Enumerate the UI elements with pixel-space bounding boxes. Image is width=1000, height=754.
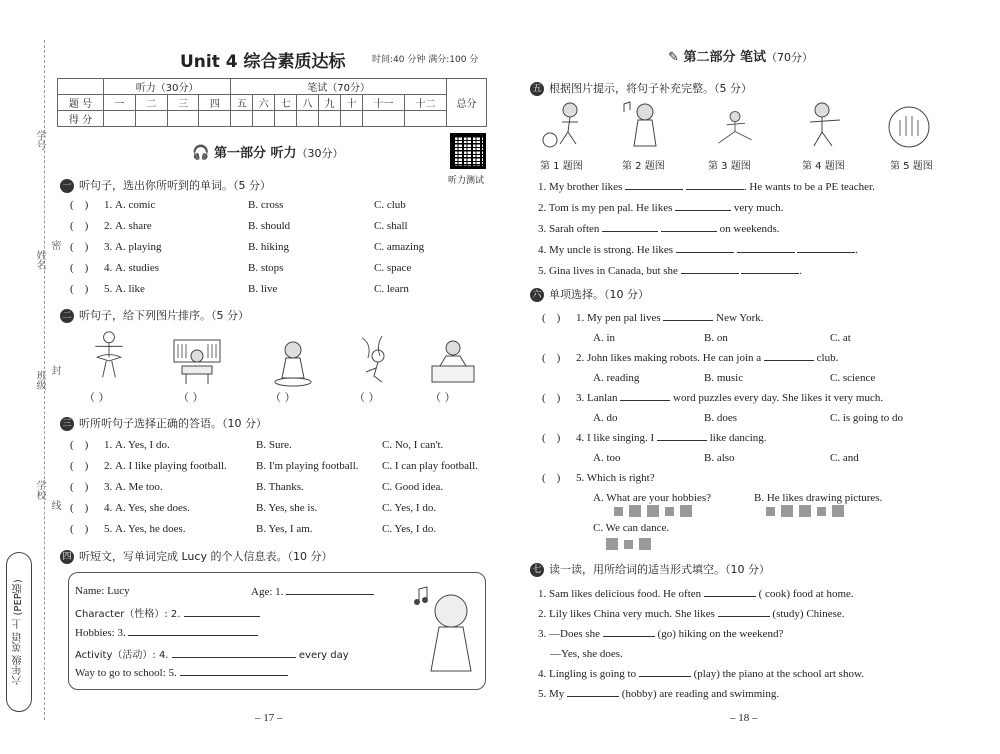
list-item: —Yes, she does. <box>550 648 623 660</box>
morse-boxes-a <box>614 505 698 517</box>
girl-painting-picture <box>268 338 318 388</box>
section-2-title: 二 听句子，给下列图片排序。（5 分） <box>60 307 249 323</box>
list-item: 3. Sarah often on weekends. <box>538 223 780 235</box>
question-number-label: 题 号 <box>58 95 104 111</box>
section-6-title: 六 单项选择。（10 分） <box>530 286 649 302</box>
girl-singing-picture <box>620 100 670 150</box>
reading-library-picture <box>172 336 222 386</box>
binding-spine <box>0 0 60 754</box>
list-item: 5. My (hobby) are reading and swimming. <box>538 688 780 700</box>
character-field: Character（性格）: 2. <box>75 605 260 620</box>
section-7-lines <box>538 584 998 704</box>
school-label: 学校 <box>34 480 45 500</box>
section-3-title: 三 听所听句子选择正确的答语。（10 分） <box>60 415 267 431</box>
total-header: 总分 <box>447 79 487 127</box>
left-page: 学号 姓名 密 班级 封 学校 线 六年级 英语 上 (PEP版) Unit 4 综合素质达标 时间:40 分钟 满分:100 分 听力（30分） 笔试（70分） 总分 题 号 一 二 三 四 五 六 七 八 九 十 十一 十二 得 分 🎧 第一部分 听力（30分） 听力测试 一 听句子，选出你所听到的单词。（5 分） ( ) 1. A. comic B. cross C. club ( ) 2. A. share B. should C. shall ( ) 3. A. playing B. hiking C. amazing ( ) 4. A. studies B. stops C. space ( ) 5. A. like B. live C. learn 二 听句子，给下列图片排序。（5 分） （ ） （ ） （ ） （ ） （ ） 三 听所听句子选择正确的答语。（10 分） ( ) 1. A. Yes, I do. B. Sure. C. No, I can't. ( ) 2. A. I like playing football. B. I'm playing football. C. I can play football. ( ) 3. A. Me too. B. Thanks. C. Good idea. ( ) 4. A. Yes, she does. B. Yes, she is. C. Yes, I do. ( ) 5. A. Yes, he does. B. Yes, I am. C. Yes, I do. 四 听短文，写单词完成 Lucy 的个人信息表。（10 分） Name: Lucy Age: 1. Character（性格）: 2. Hobbies: 3. Activity（活动）: 4. every day Way to go to school: 5. – 17 – <box>0 0 500 754</box>
qr-label: 听力测试 <box>448 176 485 186</box>
lucy-info-box <box>68 572 486 690</box>
list-item: ( ) 5. Which is right? <box>542 472 655 484</box>
seal-mark: 封 <box>49 365 60 375</box>
list-item: ( ) 2. A. share B. should C. shall <box>70 220 408 232</box>
list-item: 4. My uncle is strong. He likes . <box>538 244 859 256</box>
listening-header: 听力（30分） <box>104 79 231 95</box>
list-item: ( ) 1. A. Yes, I do. B. Sure. C. No, I can't. <box>70 439 444 451</box>
list-item: ( ) 5. A. like B. live C. learn <box>70 283 409 295</box>
time-score-meta: 时间:40 分钟 满分:100 分 <box>372 55 479 65</box>
way-to-school-field: Way to go to school: 5. <box>75 666 288 679</box>
girl-singing-icon <box>413 581 479 681</box>
boy-martial-arts-picture <box>800 100 850 150</box>
seal-mark: 线 <box>49 500 60 510</box>
list-item: ( ) 3. A. playing B. hiking C. amazing <box>70 241 425 253</box>
section-7-title: 七 读一读，用所给词的适当形式填空。（10 分） <box>530 561 770 577</box>
list-item: 2. Tom is my pen pal. He likes very much. <box>538 202 784 214</box>
boy-football-picture <box>540 100 590 150</box>
list-item: ( ) 2. John likes making robots. He can join a club. <box>542 352 839 364</box>
page-number: – 18 – <box>730 712 758 724</box>
activity-field: Activity（活动）: 4. every day <box>75 650 349 661</box>
list-item: 2. Lily likes China very much. She likes (study) Chinese. <box>538 608 845 620</box>
page-number: – 17 – <box>255 712 283 724</box>
section-4-title: 四 听短文，写单词完成 Lucy 的个人信息表。（10 分） <box>60 548 332 564</box>
list-item: ( ) 1. My pen pal lives New York. <box>542 312 764 324</box>
list-item: ( ) 2. A. I like playing football. B. I'm playing football. C. I can play football. <box>70 460 478 472</box>
qr-code-icon[interactable] <box>450 133 486 169</box>
list-item: 3. —Does she (go) hiking on the weekend? <box>538 628 784 640</box>
option-c: C. We can dance. <box>593 522 670 534</box>
class-label: 班级 <box>34 370 45 390</box>
book-label: 六年级 英语 上 (PEP版) <box>6 552 32 712</box>
section-1-list <box>70 199 490 304</box>
score-label: 得 分 <box>58 111 104 127</box>
boy-hiking-picture <box>352 334 402 384</box>
page-title: Unit 4 综合素质达标 <box>180 52 346 72</box>
morse-boxes-c <box>606 538 657 550</box>
cooking-pot-picture <box>884 102 934 152</box>
list-item: 1. Sam likes delicious food. He often ( cook) food at home. <box>538 588 854 600</box>
section-1-title: 一 听句子，选出你所听到的单词。（5 分） <box>60 177 271 193</box>
ballet-dancer-picture <box>84 330 134 380</box>
part2-heading: ✎ 第二部分 笔试（70分） <box>668 50 813 65</box>
part1-heading: 🎧 第一部分 听力（30分） <box>192 145 344 161</box>
list-item: 1. My brother likes . He wants to be a PE teacher. <box>538 181 875 193</box>
girl-dancing-picture <box>710 104 760 154</box>
section-5-title: 五 根据图片提示，将句子补充完整。（5 分） <box>530 80 752 96</box>
score-table: 听力（30分） 笔试（70分） 总分 题 号 一 二 三 四 五 六 七 八 九 十 十一 十二 得 分 <box>57 78 487 127</box>
list-item: ( ) 4. I like singing. I like dancing. <box>542 432 767 444</box>
list-item: ( ) 5. A. Yes, he does. B. Yes, I am. C. Yes, I do. <box>70 523 437 535</box>
list-item: ( ) 1. A. comic B. cross C. club <box>70 199 406 211</box>
pen-icon: ✎ <box>668 50 679 65</box>
seal-mark: 密 <box>49 240 60 250</box>
headphone-icon: 🎧 <box>192 145 210 161</box>
boy-drawing-picture <box>428 336 478 386</box>
list-item: 5. Gina lives in Canada, but she . <box>538 265 803 277</box>
list-item: ( ) 4. A. studies B. stops C. space <box>70 262 412 274</box>
name-label: 姓名 <box>34 250 45 270</box>
section-6-list: ( ) 1. My pen pal lives New York. A. in B. on C. at ( ) 2. John likes making robots. He can join a club. A. reading B. music C. science ( ) 3. Lanlan word puzzles every day. She likes it very much. A. do B. does C. is going to do ( ) 4. I like singing. I like dancing. A. too B. also C. and ( ) 5. Which is right? A. What are your hobbies? B. He likes drawing pictures. <box>542 308 992 508</box>
student-id-label: 学号 <box>34 130 45 150</box>
section-3-list <box>70 439 495 544</box>
list-item: ( ) 3. Lanlan word puzzles every day. She likes it very much. <box>542 392 884 404</box>
morse-boxes-b <box>766 505 850 517</box>
list-item: ( ) 4. A. Yes, she does. B. Yes, she is. C. Yes, I do. <box>70 502 437 514</box>
hobbies-field: Hobbies: 3. <box>75 626 258 639</box>
right-page: ✎ 第二部分 笔试（70分） 五 根据图片提示，将句子补充完整。（5 分） 第 1 题图 第 2 题图 第 3 题图 第 4 题图 第 5 题图 1. My brother likes . He wants to be a PE teacher. 2. Tom is my pen pal. He likes very much. 3. Sarah often on weekends. 4. My uncle is strong. He likes . 5. Gina lives in Canada, but she . 六 单项选择。（10 分） ( ) 1. My pen pal lives New York. A. in B. on C. at ( ) 2. John likes making robots. He can join a club. A. reading B. music C. science ( ) 3. Lanlan word puzzles every day. She likes it very much. A. do B. does C. is going to do ( ) 4. I like singing. I like dancing. A. too B. also C. and ( ) 5. Which is right? A. What are your hobbies? B. He likes drawing pictures. C. We can dance. 七 读一读，用所给词的适当形式填空。（10 分） 1. Sam likes delicious food. He often ( cook) food at home. 2. Lily likes China very much. She likes (study) Chinese. 3. —Does she (go) hiking on the weekend? —Yes, she does. 4. Lingling is going to (play) the piano at the school art show. 5. My (hobby) are reading and swimming. – 18 – <box>500 0 1000 754</box>
section-5-lines <box>538 177 998 282</box>
list-item: ( ) 3. A. Me too. B. Thanks. C. Good idea. <box>70 481 444 493</box>
written-header: 笔试（70分） <box>231 79 447 95</box>
name-field-label: Name: Lucy <box>75 585 130 597</box>
list-item: 4. Lingling is going to (play) the piano at the school art show. <box>538 668 864 680</box>
age-field: Age: 1. <box>251 585 374 598</box>
